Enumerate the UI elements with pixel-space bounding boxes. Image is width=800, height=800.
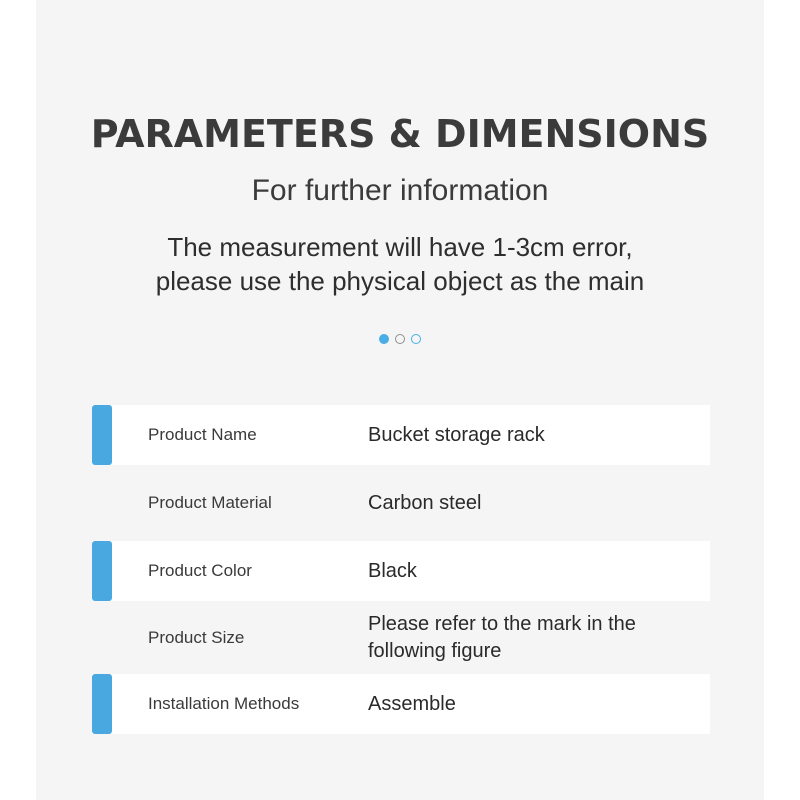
spec-label: Product Color xyxy=(148,561,252,580)
measurement-note xyxy=(0,230,800,298)
carousel-pagination xyxy=(0,334,800,344)
note-line-2: please use the physical object as the main xyxy=(155,266,645,296)
spec-value: Assemble xyxy=(368,692,456,715)
spec-label: Product Name xyxy=(148,425,257,444)
row-accent-bar xyxy=(92,405,112,465)
row-accent-bar xyxy=(92,541,112,601)
spec-value: Black xyxy=(368,559,417,582)
spec-row-product-color xyxy=(92,541,710,601)
spec-value: Carbon steel xyxy=(368,491,482,514)
spec-value: Bucket storage rack xyxy=(368,423,545,446)
spec-label: Product Size xyxy=(148,628,245,647)
spec-value: Please refer to the mark in the following figure xyxy=(368,613,636,662)
note-line-1: The measurement will have 1-3cm error, xyxy=(167,232,633,262)
spec-row-product-name xyxy=(92,405,710,465)
page-title: PARAMETERS & DIMENSIONS xyxy=(90,112,710,156)
spec-row-product-size xyxy=(92,608,710,668)
pagination-dot-2[interactable] xyxy=(395,334,405,344)
spec-row-installation-methods xyxy=(92,674,710,734)
row-accent-bar xyxy=(92,674,112,734)
pagination-dot-3[interactable] xyxy=(411,334,421,344)
page-subtitle: For further information xyxy=(251,174,549,207)
spec-row-product-material xyxy=(92,473,710,533)
spec-label: Product Material xyxy=(148,493,272,512)
pagination-dot-1[interactable] xyxy=(379,334,389,344)
spec-label: Installation Methods xyxy=(148,694,300,713)
